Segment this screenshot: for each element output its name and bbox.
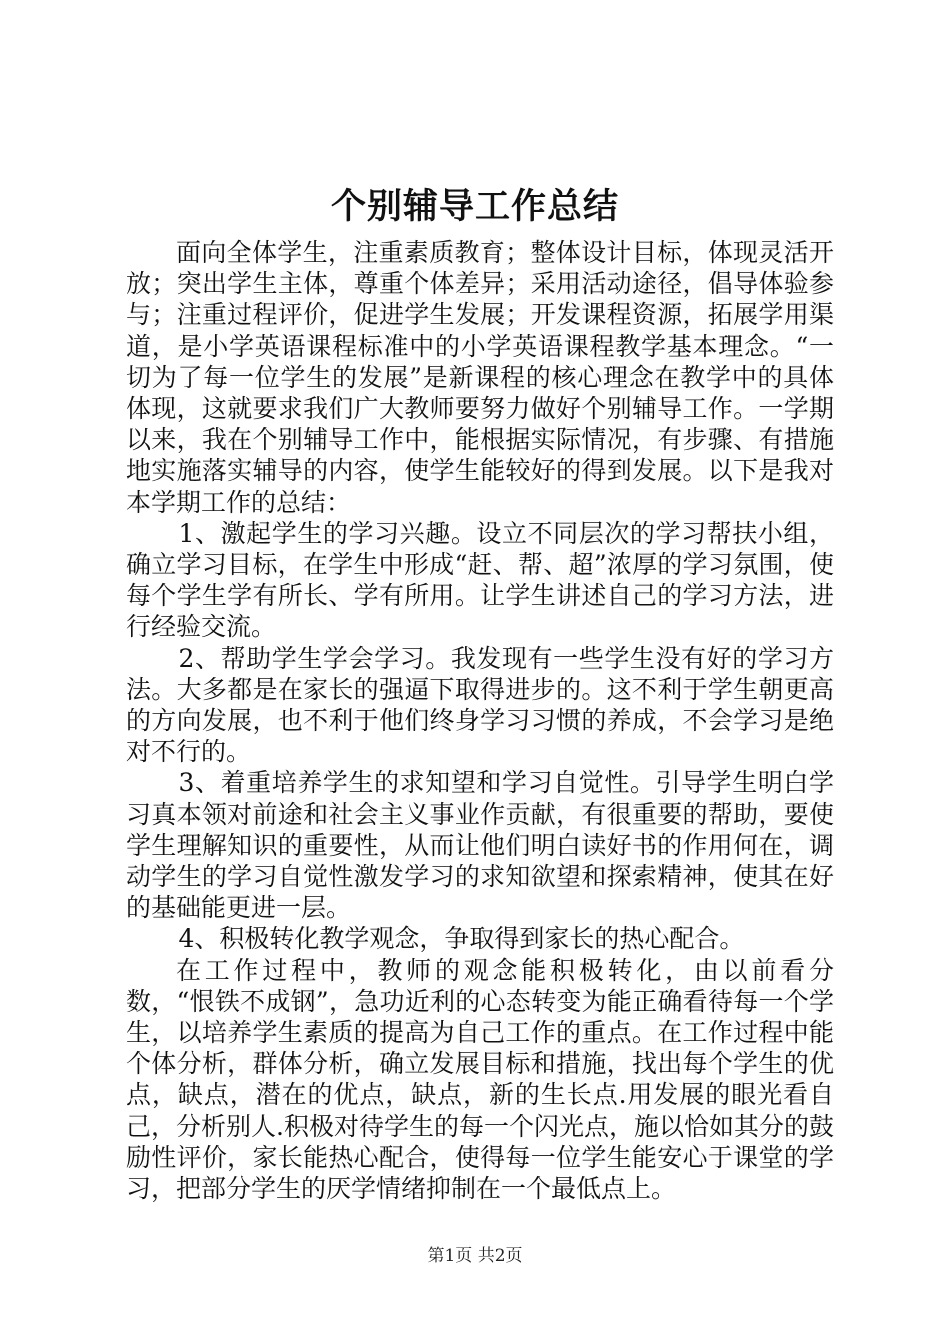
- point-1-paragraph: 1、激起学生的学习兴趣。设立不同层次的学习帮扶小组，确立学习目标，在学生中形成“赶、帮、超”浓厚的学习氛围，使每个学生学有所长、学有所用。让学生讲述自己的学习方法，进行经验交流。: [126, 518, 834, 642]
- intro-paragraph: 面向全体学生，注重素质教育；整体设计目标，体现灵活开放；突出学生主体，尊重个体差异；采用活动途径，倡导体验参与；注重过程评价，促进学生发展；开发课程资源，拓展学用渠道，是小学英语课程标准中的小学英语课程教学基本理念。“一切为了每一位学生的发展”是新课程的核心理念在教学中的具体体现，这就要求我们广大教师要努力做好个别辅导工作。一学期以来，我在个别辅导工作中，能根据实际情况，有步骤、有措施地实施落实辅导的内容，使学生能较好的得到发展。以下是我对本学期工作的总结：: [126, 238, 834, 517]
- point-4-paragraph: 4、积极转化教学观念，争取得到家长的热心配合。: [178, 924, 745, 954]
- point-3-paragraph: 3、着重培养学生的求知望和学习自觉性。引导学生明白学习真本领对前途和社会主义事业作贡献，有很重要的帮助，要使学生理解知识的重要性，从而让他们明白读好书的作用何在，调动学生的学习自觉性激发学习的求知欲望和探索精神，使其在好的基础能更进一层。: [126, 768, 834, 923]
- document-title: 个别辅导工作总结: [330, 186, 619, 227]
- point-2-paragraph: 2、帮助学生学会学习。我发现有一些学生没有好的学习方法。大多都是在家长的强逼下取得进步的。这不利于学生朝更高的方向发展，也不利于他们终身学习习惯的养成，不会学习是绝对不行的。: [126, 643, 834, 767]
- point-4-detail-paragraph: 在工作过程中，教师的观念能积极转化，由以前看分数，“恨铁不成钢”，急功近利的心态转变为能正确看待每一个学生，以培养学生素质的提高为自己工作的重点。在工作过程中能个体分析，群体分析，确立发展目标和措施，找出每个学生的优点，缺点，潜在的优点，缺点，新的生长点.用发展的眼光看自己，分析别人.积极对待学生的每一个闪光点，施以恰如其分的鼓励性评价，家长能热心配合，使得每一位学生能安心于课堂的学习，把部分学生的厌学情绪抑制在一个最低点上。: [126, 955, 834, 1204]
- page-footer: [0, 1244, 950, 1268]
- page-indicator: 第1页 共2页: [427, 1246, 523, 1266]
- document-body: [126, 237, 834, 1204]
